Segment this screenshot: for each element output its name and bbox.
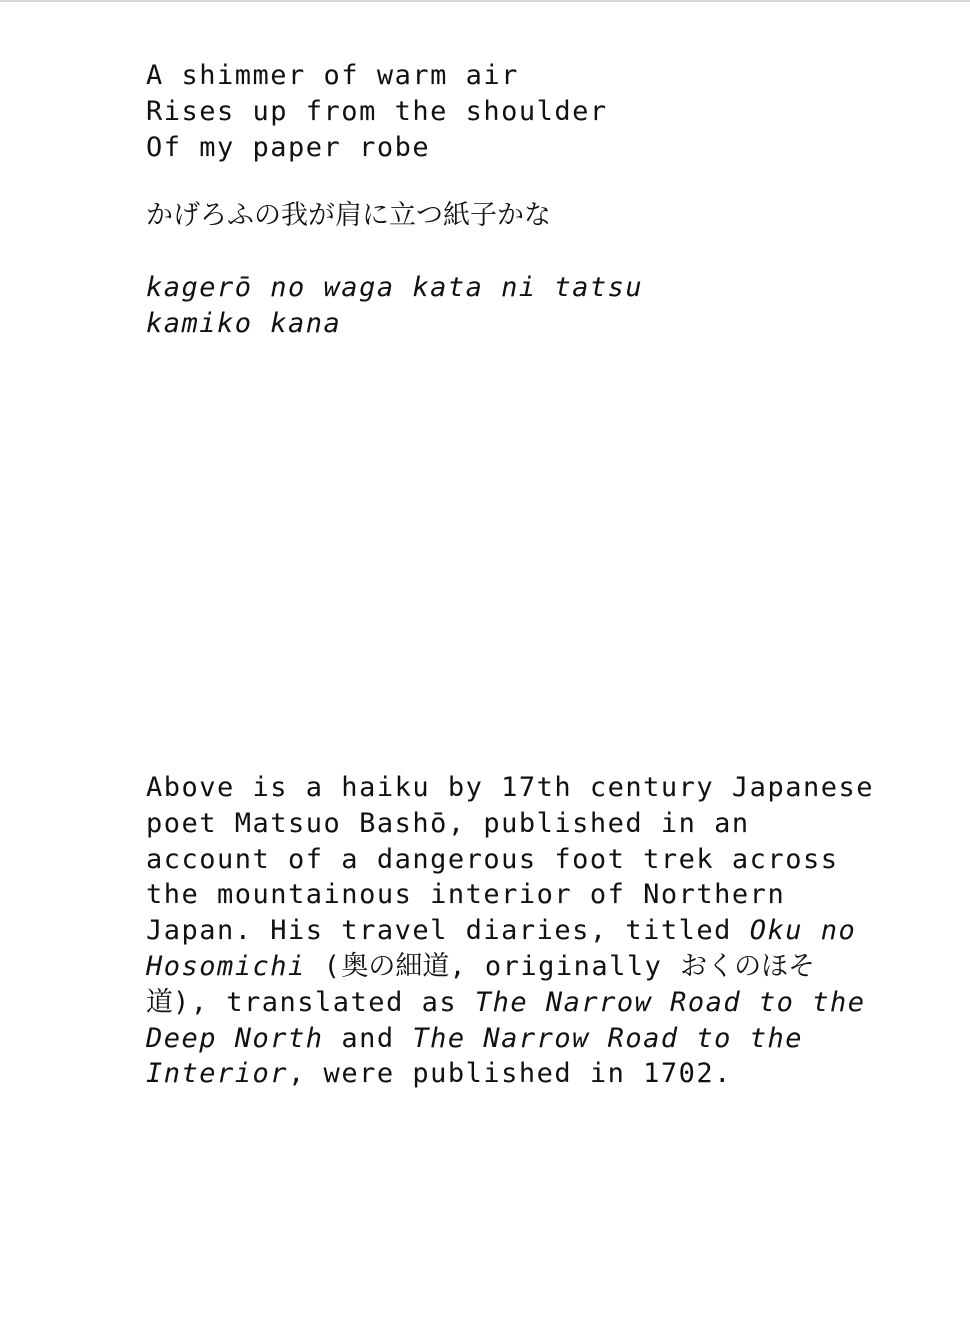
paragraph-line-4: the mountainous interior of Northern: [146, 879, 786, 911]
paragraph-line-2: poet Matsuo Bashō, published in an: [146, 807, 750, 839]
paragraph-line-1: Above is a haiku by 17th century Japanese: [146, 772, 874, 803]
paragraph-line-7: [146, 985, 866, 1021]
title-narrow-road-2: The Narrow Road to the: [412, 1022, 803, 1054]
top-divider: [0, 0, 970, 2]
description-paragraph: [146, 770, 874, 1092]
paragraph-text: , originally: [449, 950, 681, 982]
japanese-title-kana: おくのほそ: [680, 950, 816, 982]
title-hosomichi: Hosomichi: [146, 950, 306, 982]
japanese-title-kana-end: 道: [146, 986, 173, 1018]
title-interior: Interior: [146, 1058, 289, 1090]
haiku-romaji-line-2: kamiko kana: [146, 308, 342, 339]
paragraph-text: and: [323, 1022, 413, 1054]
paragraph-text: (: [305, 950, 342, 982]
title-narrow-road-1: The Narrow Road to the: [474, 986, 866, 1018]
paragraph-line-8: [146, 1021, 856, 1057]
haiku-english: [146, 58, 608, 166]
paragraph-text: , were published in 1702.: [288, 1058, 732, 1090]
haiku-english-line-3: Of my paper robe: [146, 132, 431, 163]
haiku-romaji: [146, 270, 643, 342]
paragraph-text: ), translated as: [173, 986, 475, 1018]
japanese-title-kanji: 奥の細道: [341, 950, 450, 982]
paragraph-text: Japan. His travel diaries, titled: [146, 915, 750, 947]
paragraph-line-6: [146, 949, 856, 985]
paragraph-line-5: [146, 913, 856, 949]
haiku-romaji-line-1: kagerō no waga kata ni tatsu: [146, 272, 644, 303]
haiku-japanese: かげろふの我が肩に立つ紙子かな: [146, 200, 551, 231]
paragraph-line-9: [146, 1056, 856, 1092]
haiku-english-line-1: A shimmer of warm air: [146, 60, 519, 91]
title-deep-north: Deep North: [146, 1022, 324, 1054]
haiku-english-line-2: Rises up from the shoulder: [146, 96, 608, 127]
title-oku-no: Oku no: [749, 915, 857, 947]
paragraph-line-3: account of a dangerous foot trek across: [146, 843, 839, 875]
